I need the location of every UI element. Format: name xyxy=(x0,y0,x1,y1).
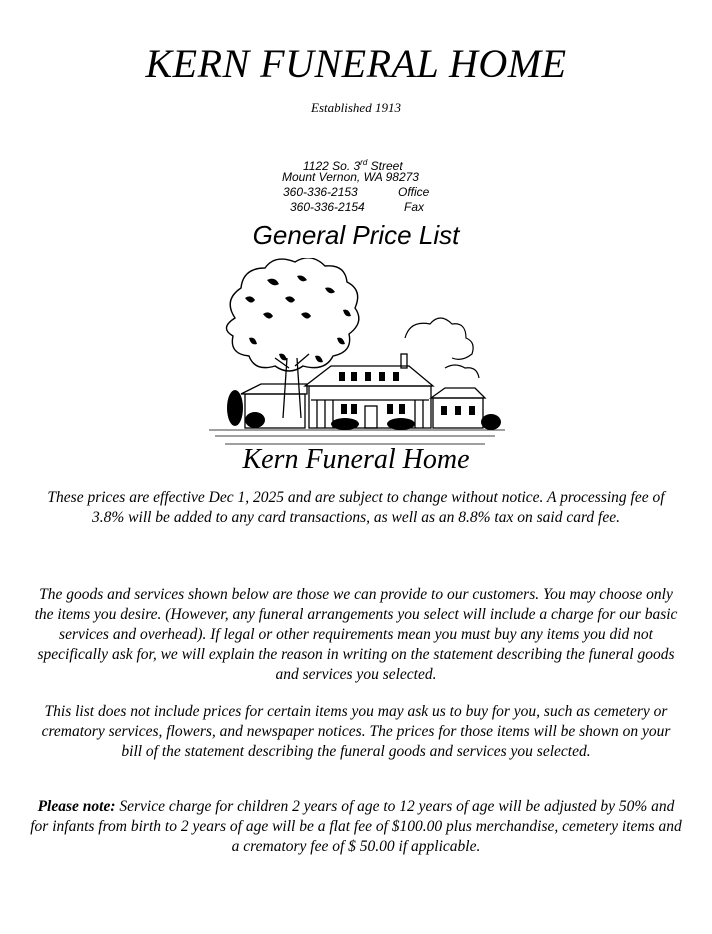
city-text: Mount Vernon, WA 98273 xyxy=(282,170,419,184)
illustration-caption: Kern Funeral Home xyxy=(242,444,470,475)
fax-phone-line xyxy=(270,200,450,215)
exclusions-paragraph: This list does not include prices for certain items you may ask us to buy for you, such as cemetery or crematory services, flowers, and newspaper notices. The prices for those items will be shown on your bill of the statement describing the funeral goods and services you selected. xyxy=(41,703,671,760)
price-list-heading: General Price List xyxy=(252,220,460,250)
street-suffix: Street xyxy=(367,159,403,173)
page-title: KERN FUNERAL HOME xyxy=(145,41,567,86)
street-address xyxy=(270,155,450,173)
street-prefix: 1122 So. 3 xyxy=(303,159,361,173)
city-line xyxy=(270,170,450,185)
street-sup: rd xyxy=(360,158,368,167)
established-text: Established 1913 xyxy=(311,100,401,115)
office-phone: 360-336-2153 xyxy=(283,185,358,199)
fax-phone: 360-336-2154 xyxy=(290,200,365,214)
office-phone-line xyxy=(270,185,450,200)
effective-paragraph: These prices are effective Dec 1, 2025 and are subject to change without notice. A processing fee of 3.8% will be added to any card transactions, as well as an 8.8% tax on said card fee. xyxy=(47,489,665,526)
office-label: Office xyxy=(398,185,430,199)
note-text: Service charge for children 2 years of age to 12 years of age will be adjusted by 50% and for infants from birth to 2 years of age will be a flat fee of $100.00 plus merchandise, cemetery items and a crematory fee of $ 50.00 if applicable. xyxy=(30,798,682,855)
goods-services-paragraph: The goods and services shown below are those we can provide to our customers. You may choose only the items you desire. (However, any funeral arrangements you select will include a charge for our basic services and overhead). If legal or other requirements mean you must buy any items you did not specifically ask for, we will explain the reason in writing on the statement describing the funeral goods and services you selected. xyxy=(34,586,678,683)
note-label: Please note: xyxy=(37,798,116,815)
address-block xyxy=(270,155,450,215)
fax-label: Fax xyxy=(404,200,425,214)
note-paragraph xyxy=(30,797,682,857)
funeral-home-building-drawing-icon xyxy=(205,258,507,448)
